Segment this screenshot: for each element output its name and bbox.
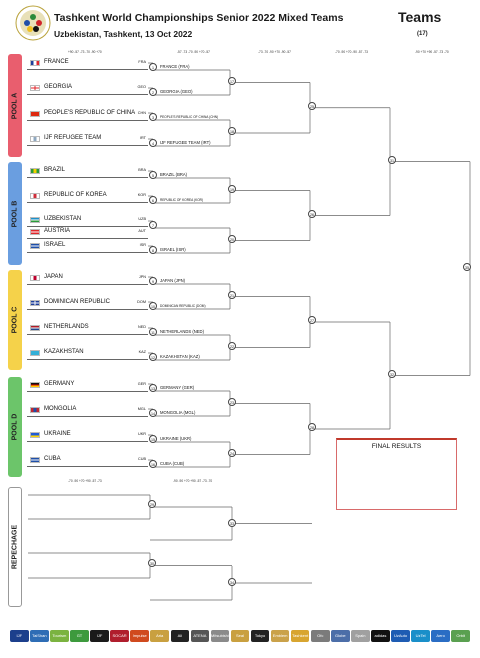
sponsor-logo: Tashkent: [291, 630, 310, 642]
team-name: UKRAINE: [44, 431, 71, 437]
round1-winner: BRAZIL (BRA): [160, 172, 188, 177]
weights-r2: -73 -70 -90 +70 -90 -57: [258, 50, 291, 54]
page-subtitle: Uzbekistan, Tashkent, 13 Oct 2022: [54, 29, 193, 39]
sponsor-logo: Tokyo: [251, 630, 270, 642]
contest-number: 4: [149, 139, 157, 147]
contest-number: 14: [149, 409, 157, 417]
team-name: KAZAKHSTAN: [44, 349, 84, 355]
sponsor-logo: Globe: [331, 630, 350, 642]
final-results-label: FINAL RESULTS: [371, 443, 422, 450]
round1-winner: MONGOLIA (MGL): [160, 410, 196, 415]
team-name: IJF REFUGEE TEAM: [44, 135, 102, 141]
pool-d: POOL D: [8, 377, 22, 477]
team-name: DOMINICAN REPUBLIC: [44, 299, 111, 305]
contest-number: 10: [149, 302, 157, 310]
team-name: CUBA: [44, 456, 61, 462]
sponsor-logo: Orbit: [451, 630, 470, 642]
contest-number: 28: [308, 423, 316, 431]
page-title: Tashkent World Championships Senior 2022 Mixed Teams: [54, 12, 344, 24]
sponsor-logo: ATENA: [191, 630, 210, 642]
team-code: ISR: [139, 243, 146, 247]
contest-number: 31: [388, 156, 396, 164]
sponsor-logo: Ali: [171, 630, 190, 642]
contest-number: 9: [149, 277, 157, 285]
team-name: GERMANY: [44, 381, 75, 387]
team-name: GEORGIA: [44, 84, 73, 90]
sponsor-logo: Impulse: [130, 630, 149, 642]
sponsor-logo: Mitsubishi: [211, 630, 230, 642]
round1-winner: GERMANY (GER): [160, 385, 195, 390]
sponsor-logo: Emblem: [271, 630, 290, 642]
round1-winner: CUBA (CUB): [160, 461, 185, 466]
contest-number: 2: [149, 88, 157, 96]
round1-winner: PEOPLE'S REPUBLIC OF CHINA (CHN): [160, 115, 219, 119]
contest-number: 27: [308, 316, 316, 324]
sponsor-logo: Aero: [431, 630, 450, 642]
pool-repechage: REPECHAGE: [8, 487, 22, 607]
weights-rep-entries: -70 -90 +70 +90 -57 -73: [68, 479, 102, 483]
weights-r1: -57 -73 -70 -90 +70 -57: [177, 50, 210, 54]
pool-b: POOL B: [8, 162, 22, 265]
contest-number: 8: [149, 246, 157, 254]
contest-number: 23: [228, 398, 236, 406]
contest-number: 3: [149, 113, 157, 121]
team-code: JPN: [138, 275, 146, 279]
team-name: REPUBLIC OF KOREA: [44, 192, 107, 198]
weights-r4: -90 +70 +90 -57 -73 -70: [415, 50, 449, 54]
contest-number: 35: [463, 263, 471, 271]
contest-number: 21: [228, 291, 236, 299]
teams-count: (17): [417, 31, 428, 37]
contest-number: 6: [149, 196, 157, 204]
contest-number: 34: [228, 578, 236, 586]
teams-label: Teams: [398, 9, 442, 25]
contest-number: 25: [308, 102, 316, 110]
sponsor-logo: TaiShan: [30, 630, 49, 642]
contest-number: 24: [228, 449, 236, 457]
contest-number: 19: [228, 185, 236, 193]
round1-winner: NETHERLANDS (NED): [160, 329, 204, 334]
team-code: MGL: [137, 407, 146, 411]
team-name: JAPAN: [44, 274, 63, 280]
round1-winner: KAZAKHSTAN (KAZ): [160, 354, 200, 359]
sponsor-logo: UzTel: [411, 630, 430, 642]
sponsor-logo: Spain: [351, 630, 370, 642]
contest-number: 17: [228, 77, 236, 85]
contest-number: 33: [228, 519, 236, 527]
sponsor-logo: Ofc: [311, 630, 330, 642]
team-code: AUT: [138, 229, 146, 233]
sponsor-logo: IJF: [10, 630, 29, 642]
team-code: GER: [137, 382, 146, 386]
team-code: CUB: [137, 457, 146, 461]
sponsor-logo: Aria: [150, 630, 169, 642]
team-name: BRAZIL: [44, 167, 66, 173]
team-code: UZB: [138, 217, 146, 221]
round1-winner: FRANCE (FRA): [160, 64, 190, 69]
sponsor-logo: IJF: [90, 630, 109, 642]
round1-winner: JAPAN (JPN): [160, 278, 186, 283]
contest-number: 7: [149, 221, 157, 229]
contest-number: 29: [148, 500, 156, 508]
team-name: FRANCE: [44, 59, 69, 65]
round1-winner: UKRAINE (UKR): [160, 436, 192, 441]
pool-c: POOL C: [8, 270, 22, 370]
contest-number: 22: [228, 342, 236, 350]
contest-number: 5: [149, 171, 157, 179]
sponsor-logo: Tourism: [50, 630, 69, 642]
contest-number: 12: [149, 353, 157, 361]
team-code: UKR: [137, 432, 146, 436]
pool-a: POOL A: [8, 54, 22, 157]
sponsor-logo: adidas: [371, 630, 390, 642]
team-code: CHN: [137, 111, 146, 115]
contest-number: 13: [149, 384, 157, 392]
weights-entries: +90 -57 -73 -70 -90 +70: [68, 50, 102, 54]
round1-winner: ISRAEL (ISR): [160, 247, 186, 252]
team-code: DOM: [137, 300, 146, 304]
team-code: NED: [137, 325, 146, 329]
contest-number: 1: [149, 63, 157, 71]
contest-number: 30: [148, 559, 156, 567]
team-code: KOR: [137, 193, 146, 197]
team-name: NETHERLANDS: [44, 324, 89, 330]
final-results-box: [336, 438, 457, 510]
round1-winner: GEORGIA (GEO): [160, 89, 193, 94]
contest-number: 32: [388, 370, 396, 378]
weights-rep-r1: -90 -90 +70 +90 -57 -73 -70: [173, 479, 213, 483]
contest-number: 26: [308, 210, 316, 218]
team-name: AUSTRIA: [44, 228, 71, 234]
team-name: UZBEKISTAN: [44, 216, 82, 222]
team-code: IRT: [139, 136, 146, 140]
team-name: MONGOLIA: [44, 406, 77, 412]
contest-number: 11: [149, 328, 157, 336]
round1-winner: DOMINICAN REPUBLIC (DOM): [160, 304, 206, 308]
team-name: ISRAEL: [44, 242, 66, 248]
team-code: BRA: [138, 168, 146, 172]
round1-winner: REPUBLIC OF KOREA (KOR): [160, 198, 204, 202]
contest-number: 15: [149, 435, 157, 443]
weights-r3: -70 -90 +70 -90 -57 -73: [335, 50, 368, 54]
team-code: GEO: [137, 85, 146, 89]
contest-number: 20: [228, 235, 236, 243]
team-code: KAZ: [138, 350, 146, 354]
sponsor-logo: Seal: [231, 630, 250, 642]
team-code: FRA: [138, 60, 146, 64]
team-name: PEOPLE'S REPUBLIC OF CHINA: [44, 110, 136, 116]
contest-number: 18: [228, 127, 236, 135]
sponsor-logo: SOCAR: [110, 630, 129, 642]
sponsor-logo: UzAuto: [391, 630, 410, 642]
contest-number: 16: [149, 460, 157, 468]
round1-winner: IJF REFUGEE TEAM (IRT): [160, 140, 211, 145]
sponsor-logo: GT: [70, 630, 89, 642]
